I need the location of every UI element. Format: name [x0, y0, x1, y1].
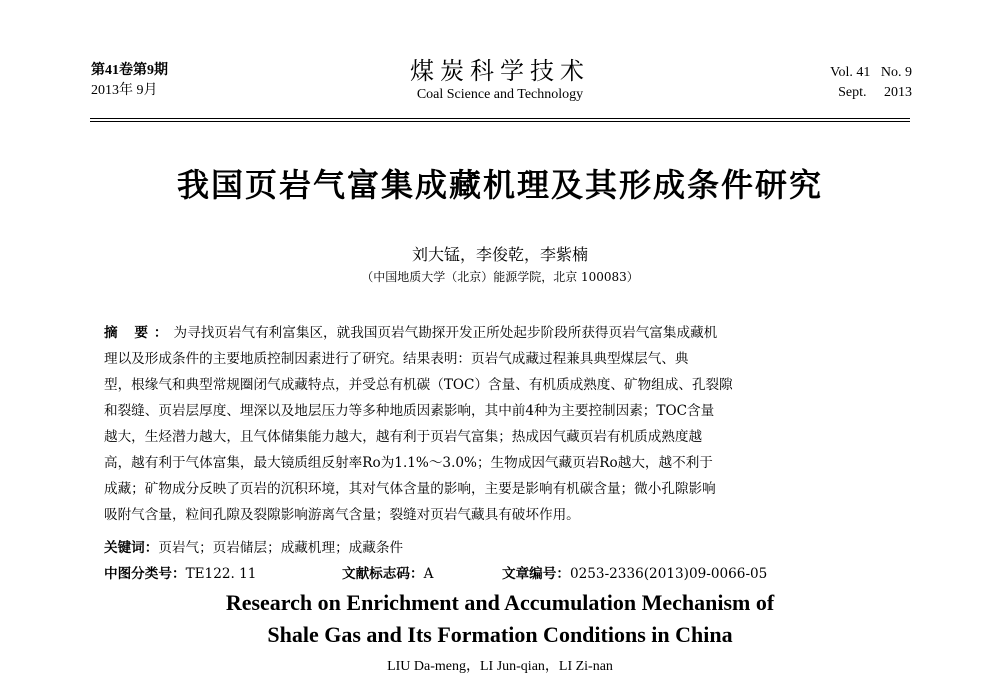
abstract-line: 理以及形成条件的主要地质控制因素进行了研究。结果表明：页岩气成藏过程兼具典型煤层气、典 — [104, 351, 689, 367]
abstract-line: 和裂缝、页岩层厚度、埋深以及地层压力等多种地质因素影响，其中前4种为主要控制因素；TOC含量 — [104, 403, 715, 419]
clc-value: TE122. 11 — [185, 566, 257, 582]
volume-en: Vol. 41 — [830, 65, 871, 80]
authors-en: LIU Da-meng，LI Jun-qian，LI Zi-nan — [387, 659, 613, 674]
document-code-label: 文献标志码： — [342, 566, 424, 582]
journal-name-en: Coal Science and Technology — [416, 87, 584, 102]
header-rule-thick — [90, 118, 910, 119]
abstract — [104, 320, 904, 528]
date-cn: 2013年 9月 — [91, 83, 158, 98]
abstract-label: 摘 要： — [104, 325, 174, 341]
journal-name-cn: 煤炭科学技术 — [410, 57, 590, 85]
abstract-text: 为寻找页岩气有利富集区，就我国页岩气勘探开发正所处起步阶段所获得页岩气富集成藏机 — [173, 325, 718, 341]
volume-issue-cn: 第41卷第9期 — [91, 63, 168, 78]
number-en: No. 9 — [880, 65, 912, 80]
document-code — [342, 562, 433, 582]
affiliation-cn: （中国地质大学（北京）能源学院，北京 100083） — [361, 270, 639, 284]
keywords-label: 关键词： — [104, 540, 159, 556]
paper-title-en-line1: Research on Enrichment and Accumulation Mechanism of — [225, 590, 775, 615]
classification-line — [104, 562, 768, 582]
clc-label: 中图分类号： — [104, 566, 186, 582]
keywords — [104, 536, 403, 556]
header-rule-thin — [90, 121, 910, 122]
month-en: Sept. — [838, 85, 867, 100]
article-id — [502, 562, 767, 582]
clc-number — [104, 566, 256, 582]
year-en: 2013 — [884, 85, 912, 100]
abstract-line: 成藏；矿物成分反映了页岩的沉积环境，其对气体含量的影响，主要是影响有机碳含量；微小孔隙影响 — [104, 481, 716, 497]
abstract-line: 型，根缘气和典型常规圈闭气成藏特点，并受总有机碳（TOC）含量、有机质成熟度、矿物组成、孔裂隙 — [104, 377, 733, 393]
abstract-line — [104, 320, 904, 346]
article-id-label: 文章编号： — [502, 566, 570, 582]
paper-title-en-line2: Shale Gas and Its Formation Conditions in China — [267, 622, 733, 647]
document-code-value: A — [423, 566, 434, 582]
article-id-value: 0253-2336(2013)09-0066-05 — [569, 566, 768, 582]
keywords-text: 页岩气；页岩储层；成藏机理；成藏条件 — [158, 540, 404, 556]
abstract-line: 吸附气含量，粒间孔隙及裂隙影响游离气含量；裂缝对页岩气藏具有破坏作用。 — [104, 507, 580, 523]
paper-title-cn: 我国页岩气富集成藏机理及其形成条件研究 — [176, 166, 823, 204]
abstract-line: 越大，生烃潜力越大，且气体储集能力越大，越有利于页岩气富集；热成因气藏页岩有机质成熟度越 — [104, 429, 703, 445]
authors-cn: 刘大锰，李俊乾，李紫楠 — [411, 245, 588, 264]
issue-info-en — [830, 63, 912, 103]
abstract-line: 高，越有利于气体富集，最大镜质组反射率Ro为1.1%～3.0%；生物成因气藏页岩Ro越大，越不利于 — [104, 455, 713, 471]
